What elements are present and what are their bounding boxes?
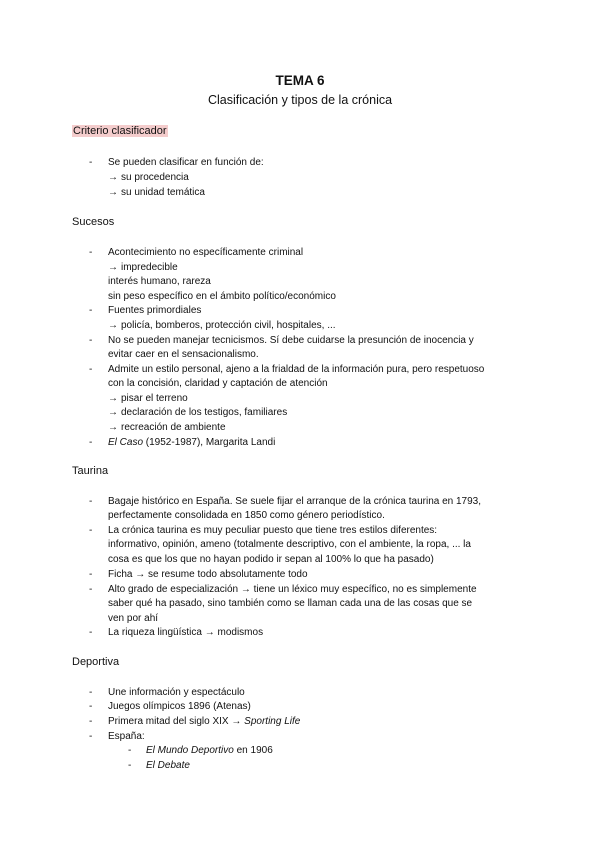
sucesos-sub-line bbox=[108, 319, 336, 333]
sucesos-line: sin peso específico en el ámbito político/económico bbox=[108, 291, 336, 302]
bullet-dash: - bbox=[89, 496, 93, 507]
sucesos-sub-text: impredecible bbox=[121, 262, 178, 273]
sub-bullet-dash: - bbox=[128, 760, 132, 771]
bullet-dash: - bbox=[89, 335, 93, 346]
criterio-line: Se pueden clasificar en función de: bbox=[108, 157, 264, 168]
arrow-icon: → bbox=[108, 393, 118, 404]
sucesos-line: con la concisión, claridad y captación de atención bbox=[108, 378, 328, 389]
sucesos-sub-line bbox=[108, 421, 226, 435]
sucesos-line: No se pueden manejar tecnicismos. Sí debe cuidarse la presunción de inocencia y bbox=[108, 335, 474, 346]
taurina-line: La crónica taurina es muy peculiar puesto que tiene tres estilos diferentes: bbox=[108, 525, 438, 536]
heading-deportiva: Deportiva bbox=[72, 656, 120, 668]
bullet-dash: - bbox=[89, 364, 93, 375]
arrow-icon: → bbox=[108, 187, 118, 198]
heading-sucesos: Sucesos bbox=[72, 216, 115, 228]
taurina-line: cosa es que los que no hayan podido ir sepan al 100% lo que ha pasado) bbox=[108, 554, 434, 565]
sucesos-sub-text: declaración de los testigos, familiares bbox=[121, 407, 288, 418]
taurina-line: La riqueza lingüística → modismos bbox=[108, 627, 264, 638]
sucesos-line bbox=[108, 436, 275, 450]
publication-title: El Caso bbox=[108, 437, 144, 448]
heading-taurina: Taurina bbox=[72, 465, 109, 477]
deportiva-sub-line bbox=[146, 744, 273, 758]
deportiva-sub-line bbox=[146, 759, 190, 773]
publication-details: (1952-1987), Margarita Landi bbox=[143, 437, 276, 448]
sucesos-sub-line bbox=[108, 406, 287, 420]
taurina-line: Alto grado de especialización → tiene un léxico muy específico, no es simplemente bbox=[108, 584, 477, 595]
publication-title: Sporting Life bbox=[244, 716, 301, 727]
deportiva-line: Une información y espectáculo bbox=[108, 687, 245, 698]
sucesos-line: Acontecimiento no específicamente criminal bbox=[108, 247, 304, 258]
bullet-dash: - bbox=[89, 525, 93, 536]
bullet-dash: - bbox=[89, 731, 93, 742]
sub-bullet-dash: - bbox=[128, 745, 132, 756]
sucesos-sub-text: policía, bomberos, protección civil, hospitales, ... bbox=[121, 320, 336, 331]
taurina-line: Bagaje histórico en España. Se suele fijar el arranque de la crónica taurina en 1793, bbox=[108, 496, 482, 507]
sucesos-sub-text: pisar el terreno bbox=[121, 393, 188, 404]
publication-title: El Debate bbox=[146, 760, 190, 771]
sucesos-line: Fuentes primordiales bbox=[108, 305, 202, 316]
bullet-dash: - bbox=[89, 569, 93, 580]
arrow-icon: → bbox=[108, 320, 118, 331]
deportiva-text: Primera mitad del siglo XIX → bbox=[108, 716, 245, 727]
arrow-icon: → bbox=[108, 172, 118, 183]
deportiva-line: Juegos olímpicos 1896 (Atenas) bbox=[108, 701, 251, 712]
bullet-dash: - bbox=[89, 687, 93, 698]
page-subtitle: Clasificación y tipos de la crónica bbox=[207, 93, 393, 107]
taurina-line: Ficha → se resume todo absolutamente todo bbox=[108, 569, 308, 580]
arrow-icon: → bbox=[108, 407, 118, 418]
bullet-dash: - bbox=[89, 157, 93, 168]
bullet-dash: - bbox=[89, 701, 93, 712]
sucesos-line: evitar caer en el sensacionalismo. bbox=[108, 349, 259, 360]
sucesos-line: Admite un estilo personal, ajeno a la frialdad de la información pura, pero respetuoso bbox=[108, 364, 485, 375]
deportiva-line bbox=[108, 715, 300, 729]
publication-details: en 1906 bbox=[233, 745, 273, 756]
bullet-dash: - bbox=[89, 437, 93, 448]
bullet-dash: - bbox=[89, 305, 93, 316]
publication-title: El Mundo Deportivo bbox=[146, 745, 234, 756]
sucesos-sub-text: recreación de ambiente bbox=[121, 422, 226, 433]
sucesos-line: interés humano, rareza bbox=[108, 276, 211, 287]
criterio-sub-line bbox=[108, 186, 205, 200]
heading-criterio: Criterio clasificador bbox=[73, 125, 167, 137]
bullet-dash: - bbox=[89, 584, 93, 595]
taurina-line: ven por ahí bbox=[108, 613, 159, 624]
page-title: TEMA 6 bbox=[275, 73, 325, 88]
sucesos-sub-line bbox=[108, 261, 178, 275]
arrow-icon: → bbox=[108, 262, 118, 273]
taurina-line: informativo, opinión, ameno (totalmente descriptivo, con el ambiente, la ropa, ... la bbox=[108, 539, 471, 550]
bullet-dash: - bbox=[89, 627, 93, 638]
bullet-dash: - bbox=[89, 247, 93, 258]
taurina-line: saber qué ha pasado, sino también como se llaman cada una de las cosas que se bbox=[108, 598, 473, 609]
bullet-dash: - bbox=[89, 716, 93, 727]
sucesos-sub-line bbox=[108, 392, 188, 406]
criterio-sub-text: su unidad temática bbox=[121, 187, 205, 198]
arrow-icon: → bbox=[108, 422, 118, 433]
deportiva-line: España: bbox=[108, 731, 145, 742]
criterio-sub-text: su procedencia bbox=[121, 172, 189, 183]
taurina-line: perfectamente consolidada en 1850 como género periodístico. bbox=[108, 510, 385, 521]
criterio-sub-line bbox=[108, 171, 189, 185]
